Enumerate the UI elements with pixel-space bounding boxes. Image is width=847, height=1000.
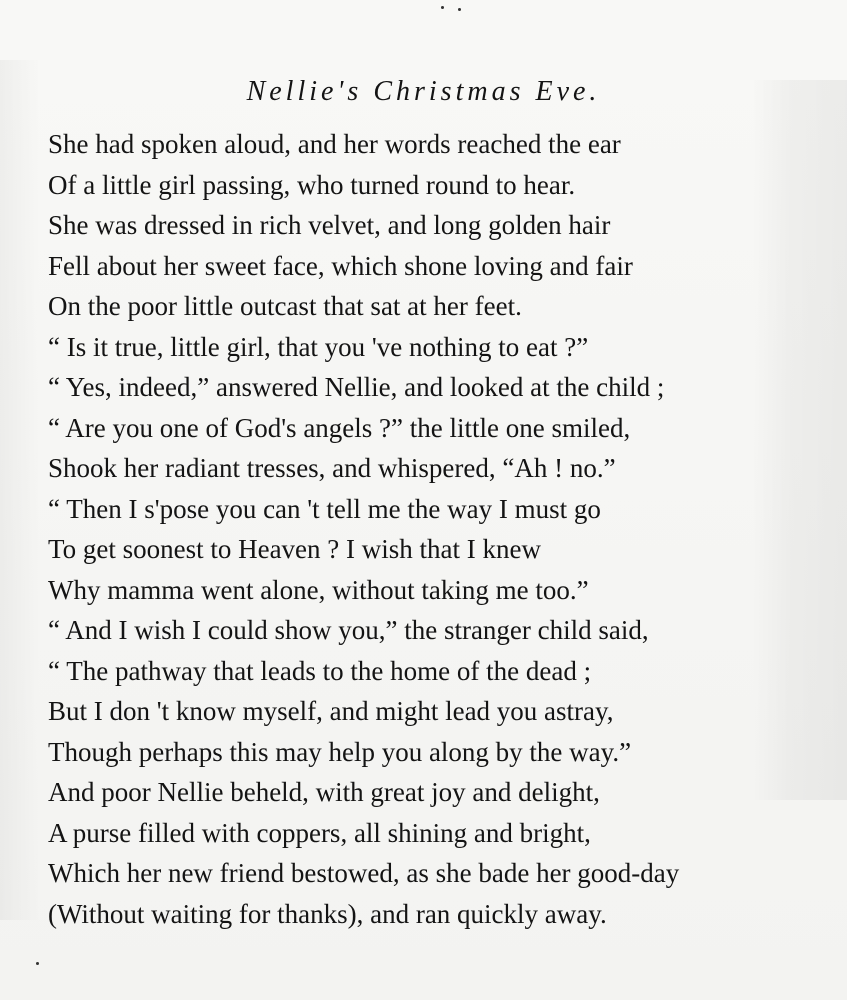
poem-body bbox=[48, 124, 808, 934]
poem-line: “ Is it true, little girl, that you 've nothing to eat ?” bbox=[48, 331, 589, 362]
poem-line: But I don 't know myself, and might lead you astray, bbox=[48, 696, 614, 726]
speck-top-1 bbox=[441, 6, 444, 9]
speck-bottom-left bbox=[36, 962, 39, 965]
poem-line: “ And I wish I could show you,” the stranger child said, bbox=[48, 615, 649, 645]
poem-line: She had spoken aloud, and her words reached the ear bbox=[48, 129, 621, 159]
poem-line: On the poor little outcast that sat at her feet. bbox=[48, 291, 522, 321]
poem-line: “ Are you one of God's angels ?” the little one smiled, bbox=[48, 412, 631, 443]
poem-line: To get soonest to Heaven ? I wish that I knew bbox=[48, 534, 541, 564]
poem-line: “ Yes, indeed,” answered Nellie, and looked at the child ; bbox=[48, 372, 665, 402]
poem-line: Of a little girl passing, who turned round to hear. bbox=[48, 169, 576, 200]
poem-line: “ The pathway that leads to the home of the dead ; bbox=[48, 655, 592, 686]
poem-line: And poor Nellie beheld, with great joy and delight, bbox=[48, 777, 600, 807]
poem-line: (Without waiting for thanks), and ran quickly away. bbox=[48, 898, 607, 929]
speck-top-2 bbox=[458, 8, 461, 11]
poem-line: Which her new friend bestowed, as she bade her good-day bbox=[48, 858, 680, 888]
poem-line: Though perhaps this may help you along by the way.” bbox=[48, 736, 632, 767]
poem-line: Fell about her sweet face, which shone loving and fair bbox=[48, 250, 633, 281]
poem-line: She was dressed in rich velvet, and long golden hair bbox=[48, 210, 611, 240]
poem-line: Why mamma went alone, without taking me too.” bbox=[48, 574, 589, 605]
poem-line: Shook her radiant tresses, and whispered, “Ah ! no.” bbox=[48, 453, 616, 483]
poem-title: Nellie's Christmas Eve. bbox=[246, 76, 601, 107]
poem-line: A purse filled with coppers, all shining and bright, bbox=[48, 817, 591, 848]
poem-line: “ Then I s'pose you can 't tell me the way I must go bbox=[48, 493, 601, 524]
left-margin-shadow bbox=[0, 60, 40, 920]
